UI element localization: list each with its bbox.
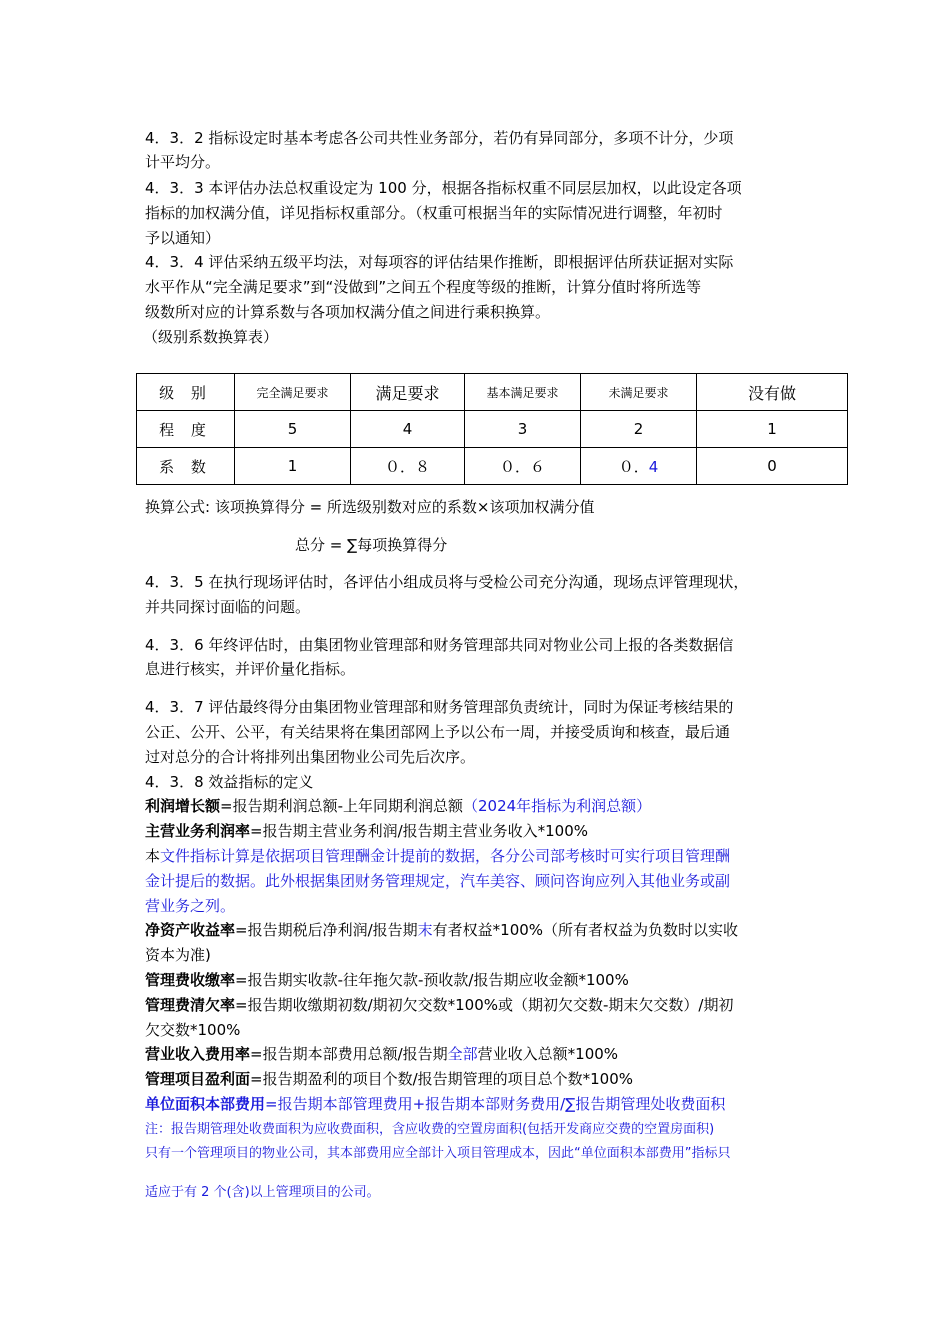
para-4-3-4-line3: 级数所对应的计算系数与各项加权满分值之间进行乘积换算。 — [145, 303, 551, 321]
para-4-3-5-line2: 并共同探讨面临的问题。 — [145, 598, 311, 616]
table-cell: ０．６ — [465, 448, 581, 485]
table-cell: 0 — [697, 448, 848, 485]
def-main-margin — [145, 821, 588, 841]
def-arrears-rate — [145, 995, 734, 1015]
term: 管理费收缴率 — [145, 971, 236, 989]
table-row-coefficient — [137, 448, 848, 485]
header-basically-meets: 基本满足要求 — [465, 374, 581, 411]
term: 管理项目盈利面 — [145, 1070, 251, 1088]
table-cell: 1 — [235, 448, 351, 485]
para-4-3-3-line3: 予以通知） — [145, 229, 221, 247]
definition-blue: 全部 — [447, 1045, 478, 1063]
cell-blue-digit: 4 — [648, 457, 659, 476]
definition: 有者权益*100%（所有者权益为负数时以实收 — [432, 921, 739, 939]
table-cell — [581, 448, 697, 485]
definition: =报告期盈利的项目个数/报告期管理的项目总个数*100% — [250, 1070, 634, 1088]
para-4-3-4-line1: 4．3．4 评估采纳五级平均法，对每项容的评估结果作推断，即根据评估所获证据对实际 — [145, 253, 734, 271]
note-main-line1 — [145, 846, 730, 866]
para-4-3-7-line2: 公正、公开、公平，有关结果将在集团部网上予以公布一周，并接受质询和核查，最后通 — [145, 723, 731, 741]
term: 主营业务利润率 — [145, 822, 251, 840]
def-roe-line2: 资本为准) — [145, 946, 211, 964]
note-prefix: 本 — [145, 847, 161, 865]
def-profit-growth — [145, 796, 651, 816]
note-main-line3: 营业务之列。 — [145, 897, 236, 915]
term: 单位面积本部费用 — [145, 1095, 266, 1113]
definition: 营业收入总额*100% — [477, 1045, 619, 1063]
note-main-line2: 金计提后的数据。此外根据集团财务管理规定，汽车美容、顾问咨询应列入其他业务或副 — [145, 872, 731, 890]
para-4-3-3-line1: 4．3．3 本评估办法总权重设定为 100 分，根据各指标权重不同层层加权，以此设定各项 — [145, 179, 742, 197]
definition: =报告期主营业务利润/报告期主营业务收入*100% — [250, 822, 589, 840]
para-4-3-6-line1: 4．3．6 年终评估时，由集团物业管理部和财务管理部共同对物业公司上报的各类数据信 — [145, 636, 734, 654]
table-cell: 3 — [465, 411, 581, 448]
def-roe — [145, 920, 738, 940]
note-single-project: 只有一个管理项目的物业公司，其本部费用应全部计入项目管理成本，因此“单位面积本部费用”指标只 — [145, 1146, 731, 1161]
def-collection-rate — [145, 970, 629, 990]
para-4-3-3-line2: 指标的加权满分值，详见指标权重部分。（权重可根据当年的实际情况进行调整，年初时 — [145, 204, 723, 222]
term: 利润增长额 — [145, 797, 221, 815]
definition: =报告期收缴期初数/期初欠交数*100%或（期初欠交数-期末欠交数）/期初 — [235, 996, 734, 1014]
definition-note: （2024年指标为利润总额） — [463, 797, 652, 815]
header-meets: 满足要求 — [351, 374, 465, 411]
table-cell: ０．８ — [351, 448, 465, 485]
table-cell: 5 — [235, 411, 351, 448]
note-text: 文件指标计算是依据项目管理酬金计提前的数据，各分公司部考核时可实行项目管理酬 — [160, 847, 731, 865]
def-profitable-projects — [145, 1069, 633, 1089]
definition: =报告期本部费用总额/报告期 — [250, 1045, 448, 1063]
def-expense-rate — [145, 1044, 618, 1064]
header-not-meets: 未满足要求 — [581, 374, 697, 411]
def-arrears-rate-line2: 欠交数*100% — [145, 1021, 241, 1039]
para-4-3-2-line2: 计平均分。 — [145, 153, 221, 171]
definition: =报告期本部管理费用+报告期本部财务费用/∑报告期管理处收费面积 — [265, 1095, 726, 1113]
term: 净资产收益率 — [145, 921, 236, 939]
para-4-3-4-line2: 水平作从“完全满足要求”到“没做到”之间五个程度等级的推断，计算分值时将所选等 — [145, 278, 702, 296]
definition: =报告期实收款-往年拖欠款-预收款/报告期应收金额*100% — [235, 971, 629, 989]
para-4-3-7-line3: 过对总分的合计将排列出集团物业公司先后次序。 — [145, 748, 476, 766]
total-formula: 总分 = ∑每项换算得分 — [295, 536, 448, 554]
row-label-degree: 程 度 — [137, 411, 235, 448]
table-cell: 2 — [581, 411, 697, 448]
para-4-3-6-line2: 息进行核实，并评价量化指标。 — [145, 660, 356, 678]
para-4-3-2-line1: 4．3．2 指标设定时基本考虑各公司共性业务部分，若仍有异同部分，多项不计分，少项 — [145, 129, 734, 147]
para-4-3-8: 4．3．8 效益指标的定义 — [145, 773, 314, 791]
def-unit-area-cost — [145, 1094, 725, 1114]
definition-blue: 末 — [417, 921, 433, 939]
header-level: 级 别 — [137, 374, 235, 411]
table-caption: （级别系数换算表） — [143, 328, 279, 346]
definition: =报告期税后净利润/报告期 — [235, 921, 418, 939]
header-fully-meets: 完全满足要求 — [235, 374, 351, 411]
table-header-row — [137, 374, 848, 411]
para-4-3-7-line1: 4．3．7 评估最终得分由集团物业管理部和财务管理部负责统计，同时为保证考核结果的 — [145, 698, 734, 716]
table-cell: 4 — [351, 411, 465, 448]
definition: =报告期利润总额-上年同期利润总额 — [220, 797, 463, 815]
conversion-formula: 换算公式: 该项换算得分 = 所选级别数对应的系数×该项加权满分值 — [145, 498, 595, 516]
note-area: 注：报告期管理处收费面积为应收费面积，含应收费的空置房面积(包括开发商应交费的空置房面积) — [145, 1122, 715, 1137]
table-cell: 1 — [697, 411, 848, 448]
cell-prefix: ０． — [618, 457, 649, 476]
para-4-3-5-line1: 4．3．5 在执行现场评估时，各评估小组成员将与受检公司充分沟通，现场点评管理现状， — [145, 573, 749, 591]
coefficient-table — [136, 373, 848, 485]
header-not-done: 没有做 — [697, 374, 848, 411]
note-applicability: 适应于有 2 个(含)以上管理项目的公司。 — [145, 1185, 380, 1200]
table-row-degree — [137, 411, 848, 448]
row-label-coefficient: 系 数 — [137, 448, 235, 485]
term: 管理费清欠率 — [145, 996, 236, 1014]
term: 营业收入费用率 — [145, 1045, 251, 1063]
